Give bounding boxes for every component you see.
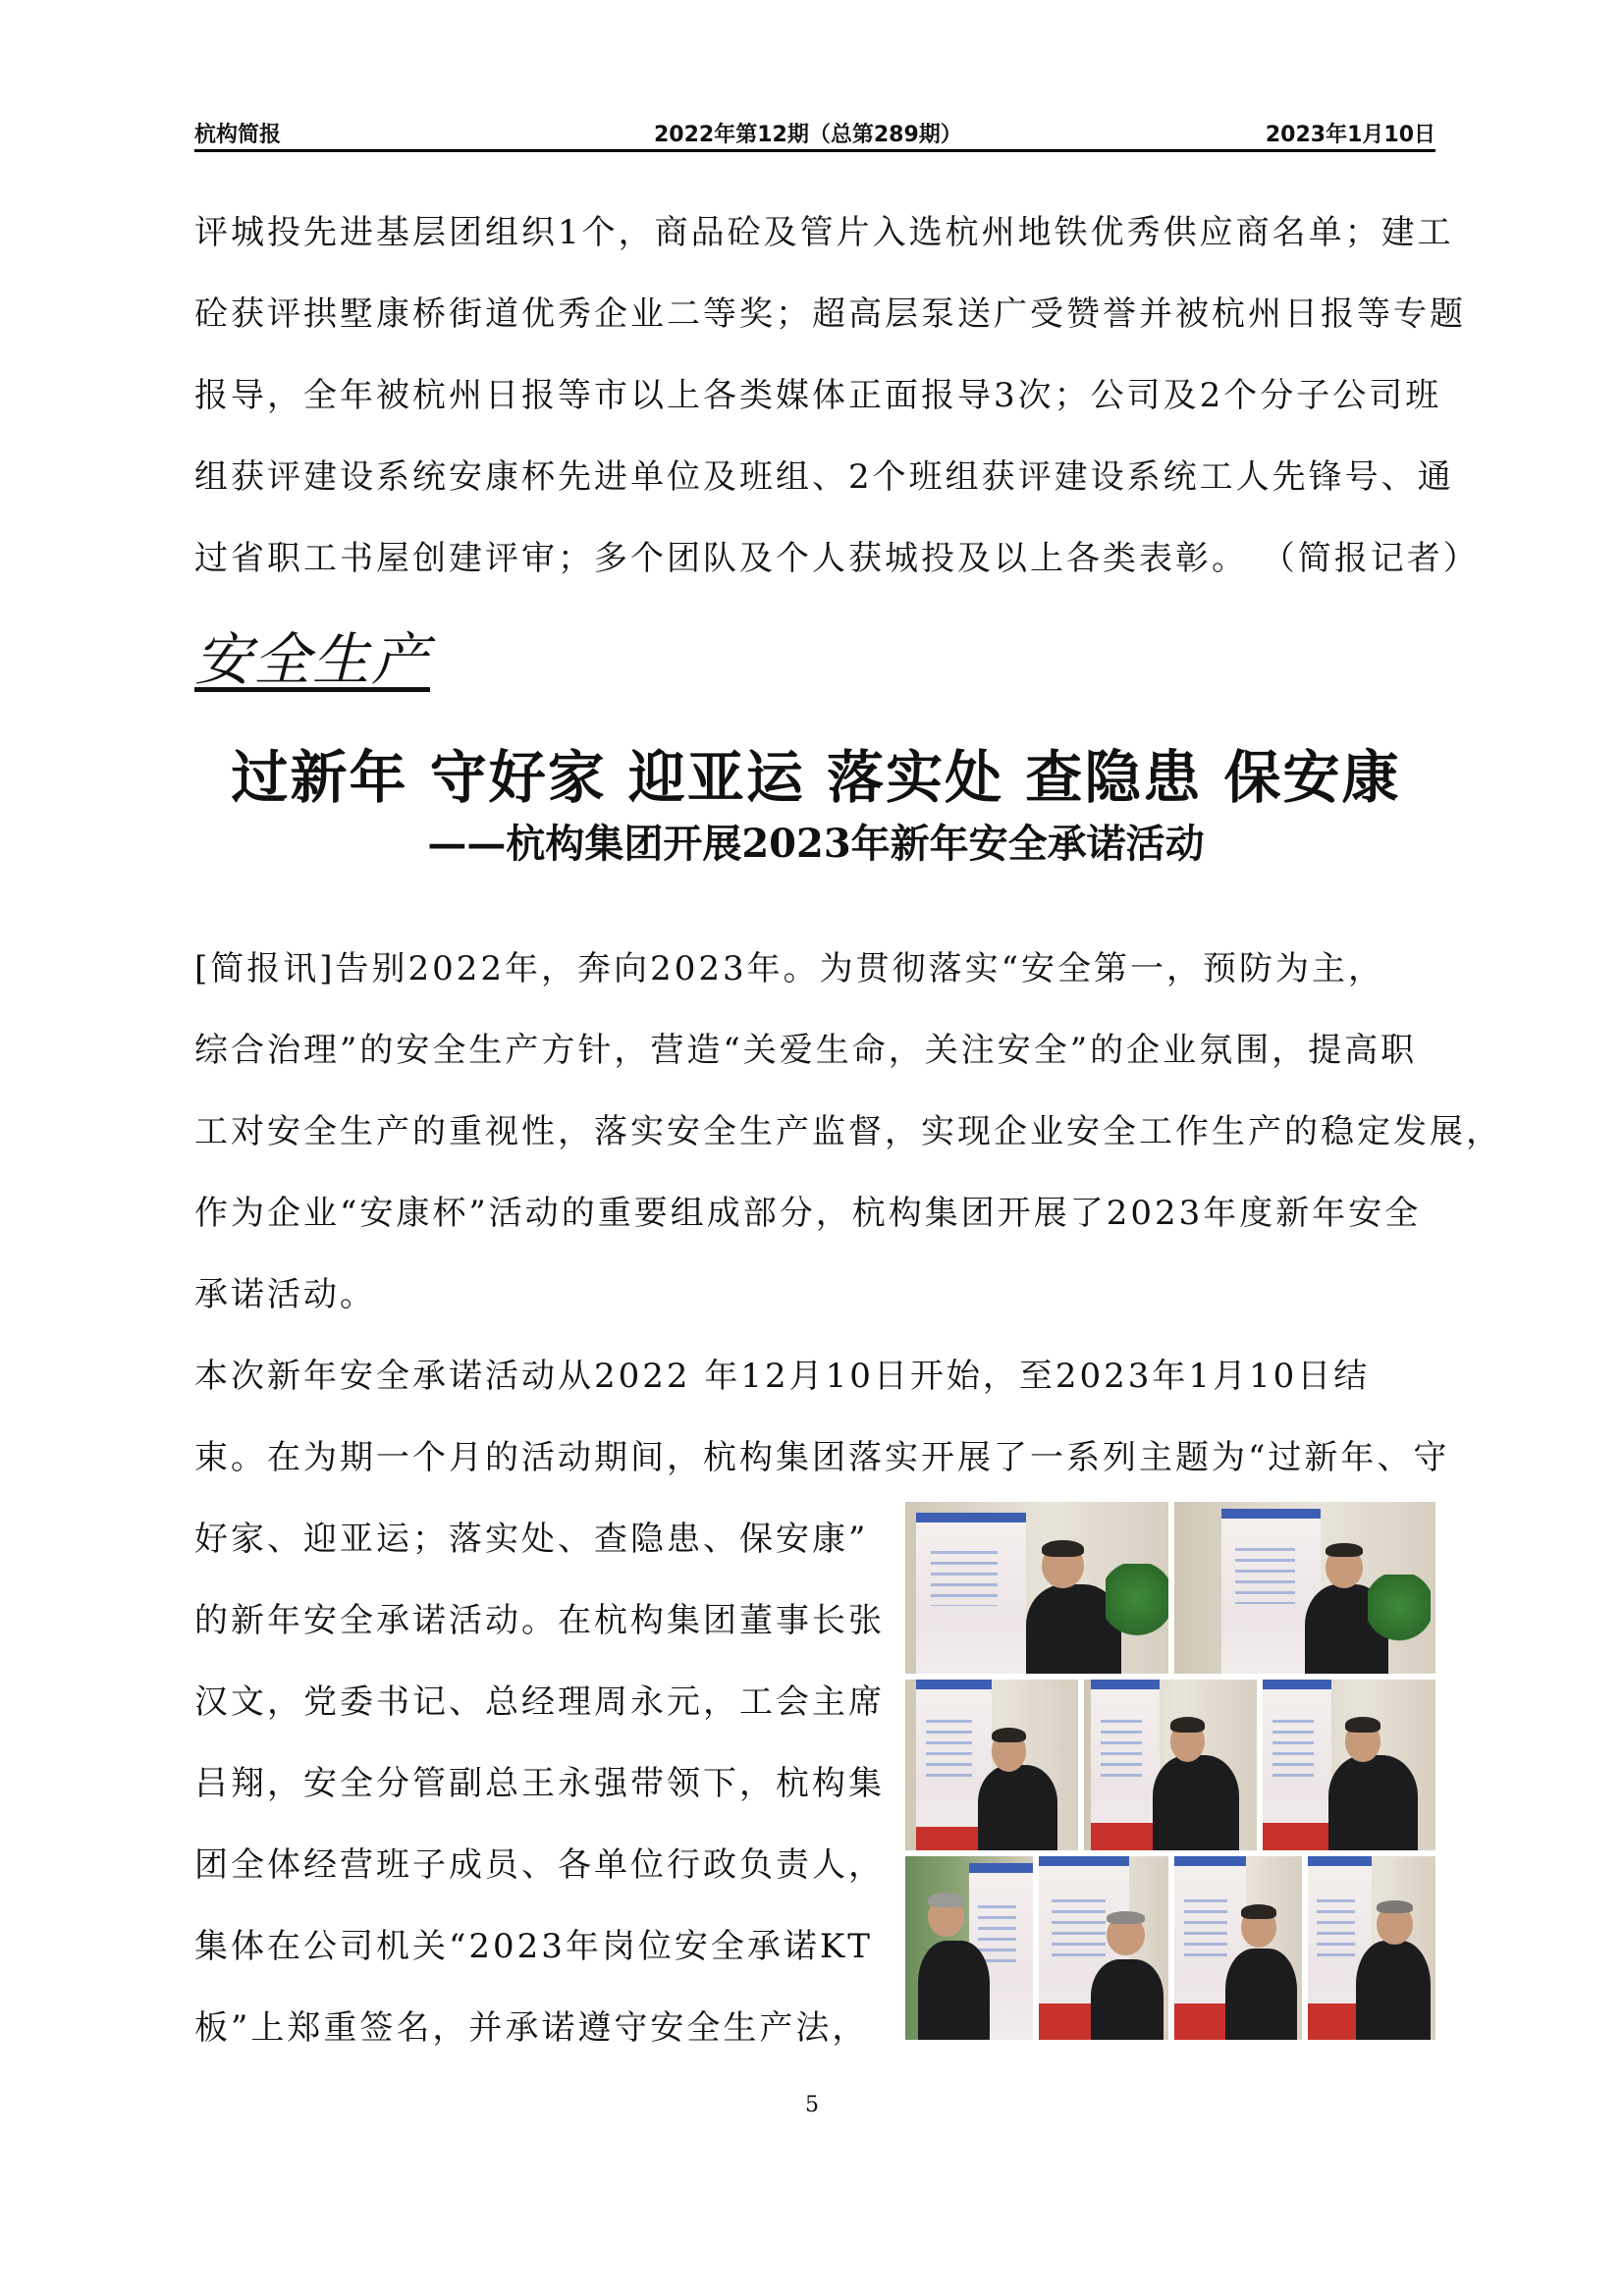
header-publication: 杭构简报 (194, 123, 282, 147)
text-line: 综合治理”的安全生产方针，营造“关爱生命，关注安全”的企业氛围，提高职 (194, 1031, 1418, 1070)
body-paragraph-2 (194, 1336, 1457, 1499)
intro-paragraph (194, 192, 1480, 600)
article-headline: 过新年 守好家 迎亚运 落实处 查隐患 保安康 (231, 744, 1401, 811)
text-line: 汉文，党委书记、总经理周永元，工会主席 (194, 1682, 885, 1722)
text-line: 吕翔，安全分管副总王永强带领下，杭构集 (194, 1764, 885, 1803)
text-line: 好家、迎亚运；落实处、查隐患、保安康” (194, 1520, 869, 1559)
text-line: 团全体经营班子成员、各单位行政负责人， (194, 1845, 885, 1885)
text-line: 承诺活动。 (194, 1275, 376, 1314)
photo-signing (1174, 1502, 1435, 1674)
header-issue: 2022年第12期（总第289期） (654, 123, 962, 147)
body-paragraph-3 (194, 1499, 901, 2069)
text-line: 作为企业“安康杯”活动的重要组成部分，杭构集团开展了2023年度新年安全 (194, 1194, 1422, 1233)
text-line: 集体在公司机关“2023年岗位安全承诺KT (194, 1927, 873, 1966)
photo-signing (1174, 1856, 1302, 2040)
text-line: 板”上郑重签名，并承诺遵守安全生产法， (194, 2008, 869, 2048)
text-line: 本次新年安全承诺活动从2022 年12月10日开始，至2023年1月10日结 (194, 1357, 1371, 1396)
photo-signing (905, 1502, 1168, 1674)
text-line: 评城投先进基层团组织1个，商品砼及管片入选杭州地铁优秀供应商名单；建工 (194, 213, 1454, 252)
photo-signing (1084, 1680, 1257, 1850)
page-header (194, 116, 1435, 152)
text-line: 的新年安全承诺活动。在杭构集团董事长张 (194, 1601, 885, 1640)
text-line: 束。在为期一个月的活动期间，杭构集团落实开展了一系列主题为“过新年、守 (194, 1438, 1450, 1477)
section-title: 安全生产 (194, 626, 431, 693)
text-line: 报导，全年被杭州日报等市以上各类媒体正面报导3次；公司及2个分子公司班 (194, 376, 1442, 415)
text-line: 组获评建设系统安康杯先进单位及班组、2个班组获评建设系统工人先锋号、通 (194, 457, 1454, 497)
text-line: [简报讯]告别2022年，奔向2023年。为贯彻落实“安全第一，预防为主， (194, 949, 1384, 988)
text-line: 工对安全生产的重视性，落实安全生产监督，实现企业安全工作生产的稳定发展， (194, 1112, 1502, 1151)
photo-signing (905, 1680, 1078, 1850)
header-date: 2023年1月10日 (1265, 123, 1435, 147)
photo-collage (905, 1502, 1435, 2040)
text-line: 砼获评拱墅康桥街道优秀企业二等奖；超高层泵送广受赞誉并被杭州日报等专题 (194, 294, 1466, 334)
text-line: 过省职工书屋创建评审；多个团队及个人获城投及以上各类表彰。 （简报记者） (194, 539, 1480, 578)
article-subheadline: ——杭构集团开展2023年新年安全承诺活动 (427, 821, 1205, 867)
photo-signing (1308, 1856, 1435, 2040)
photo-signing (1039, 1856, 1168, 2040)
photo-signing (905, 1856, 1033, 2040)
page-number: 5 (805, 2093, 819, 2117)
body-paragraph-1 (194, 929, 1502, 1336)
photo-signing (1263, 1680, 1435, 1850)
